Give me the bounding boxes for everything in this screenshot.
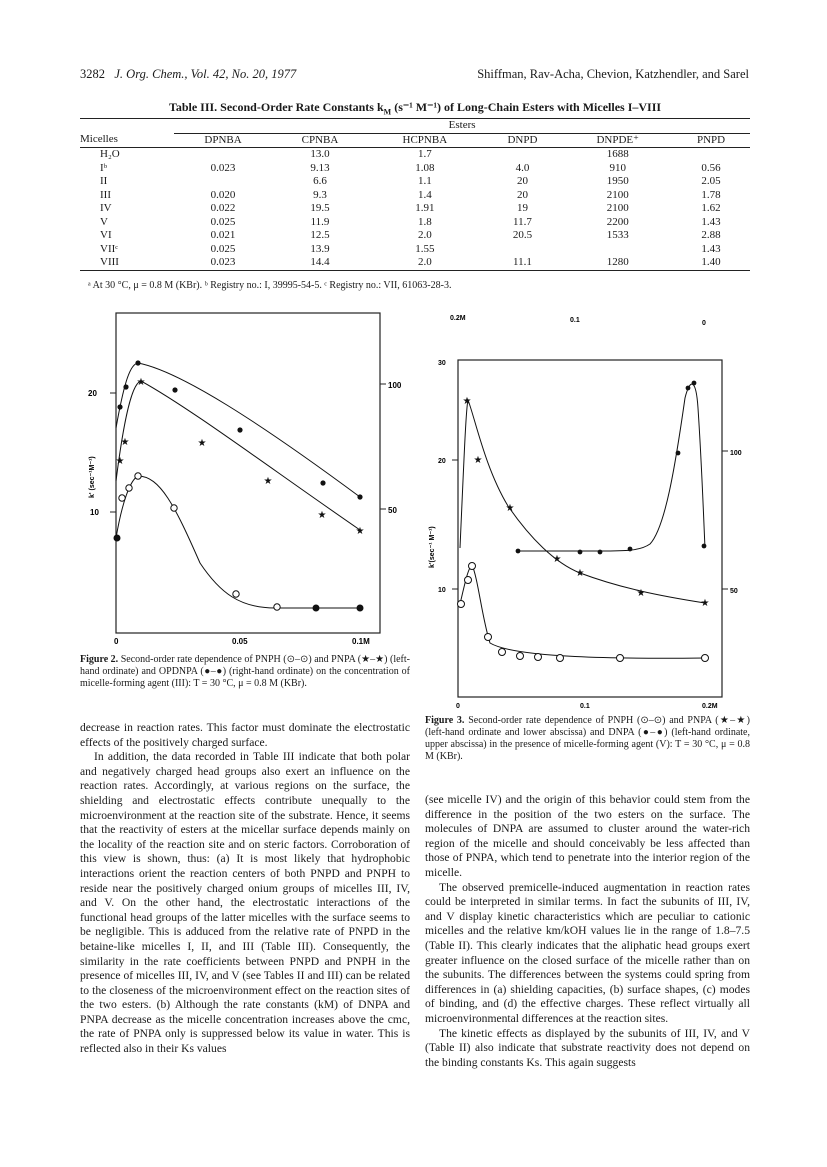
table-cell: 0.022	[210, 202, 236, 214]
data-point	[135, 473, 141, 479]
table-cell: 14.4	[272, 256, 368, 270]
data-point: ★	[505, 503, 515, 514]
table-cell: 2100	[606, 188, 629, 201]
table-cell	[482, 148, 564, 162]
data-point: ★	[355, 526, 365, 537]
column-header: DNPDE⁺	[563, 133, 672, 148]
rate-constants-table	[80, 118, 750, 271]
table-header-esters	[80, 119, 750, 134]
paragraph: decrease in reaction rates. This factor must dominate the electrostatic effects of the positively charged surface.	[80, 721, 410, 749]
data-point	[357, 605, 363, 611]
data-point	[702, 544, 707, 549]
running-header-authors: Shiffman, Rav-Acha, Chevion, Katzhendler, and Sarel	[477, 67, 749, 81]
data-point	[499, 649, 506, 656]
row-label: H₂O	[100, 148, 120, 160]
row-label: VI	[100, 229, 112, 241]
table-body	[80, 148, 750, 271]
x-tick-label: 0.05	[232, 637, 248, 646]
table-cell: 2100	[606, 202, 629, 214]
right-tick-label: 100	[730, 450, 742, 457]
table-cell: 11.1	[482, 256, 564, 270]
table-cell: 11.9	[310, 215, 330, 228]
table-cell: 9.3	[313, 188, 327, 201]
data-point: ★	[462, 396, 472, 407]
table-title: Table III. Second-Order Rate Constants $k_M$ (s⁻¹ M⁻¹) of Long-Chain Esters with Micelles I–VIII	[168, 100, 662, 117]
right-tick-label: 100	[388, 381, 402, 390]
data-point: ★	[636, 588, 646, 599]
table-cell: 20	[516, 188, 528, 201]
data-point	[126, 485, 132, 491]
data-point	[274, 604, 280, 610]
markers-pnpa	[116, 377, 365, 537]
data-point	[320, 480, 325, 485]
table-row	[80, 189, 750, 203]
page-number: 3282	[80, 67, 105, 81]
table-cell: 13.9	[310, 242, 330, 255]
table-cell: 0.025	[210, 242, 236, 255]
table-cell: 11.7	[513, 215, 532, 228]
plot-frame	[116, 313, 380, 633]
top-tick-label: 0	[702, 320, 706, 327]
x-tick-label: 0.2M	[702, 703, 718, 710]
column-header: DPNBA	[174, 133, 272, 148]
table-cell: 1.62	[701, 202, 721, 214]
markers-dnpa	[516, 381, 707, 555]
figure-3	[420, 308, 750, 713]
figure-2	[80, 308, 410, 655]
row-label: V	[100, 215, 108, 228]
paragraph: The observed premicelle-induced augmentation in reaction rates could be interpreted in similar terms. In fact the subunits of III, IV, and V display kinetic characteristics which are peculiar to cationic micelles and the relative km/kOH values lie in the range of 1.8–7.5 (Table II). This clearly indicates that the aliphatic head groups exert greater influence on the closed surface of the micelle rather than on the subunits. The differences between the systems could spring from differences in (a) shielding capacities, (b) surface shapes, (c) modes of binding, and (d) the effective charges. These reflect virtually all microenvironmental differences at the reaction sites.	[425, 880, 750, 1025]
data-point	[123, 384, 128, 389]
data-point: ★	[120, 437, 130, 448]
data-point	[557, 655, 564, 662]
data-point	[692, 381, 697, 386]
table-cell: 2.0	[417, 229, 432, 241]
table-cell: 20.5	[512, 229, 533, 241]
y-tick-label: 20	[438, 458, 446, 465]
table-row	[80, 229, 750, 243]
table-cell: 0.025	[210, 215, 236, 228]
y-tick-label: 10	[438, 587, 446, 594]
table-cell: 4.0	[515, 161, 530, 174]
row-label: IV	[100, 202, 112, 214]
column-header: PNPD	[672, 133, 750, 148]
data-point: ★	[552, 554, 562, 565]
table-cell: 0.023	[174, 256, 272, 270]
table-cell: 0.56	[701, 161, 721, 174]
table-cell: 6.6	[313, 175, 327, 187]
row-label: Iᵇ	[100, 161, 108, 174]
data-point	[686, 386, 691, 391]
table-cell	[482, 243, 564, 257]
curve-dnpa	[518, 384, 705, 551]
data-point	[357, 494, 362, 499]
table-cell: 0.021	[210, 229, 236, 241]
table-cell: 0.020	[210, 188, 236, 201]
esters-label: Esters	[174, 119, 750, 134]
row-label: III	[100, 188, 111, 201]
y-axis-label: k'(sec⁻¹ M⁻¹)	[429, 526, 436, 568]
data-point	[465, 577, 472, 584]
curve-pnph	[116, 476, 360, 608]
table-cell: 2.0	[368, 256, 481, 270]
body-column-right	[425, 793, 750, 1070]
data-point	[313, 605, 319, 611]
table-cell: 1950	[606, 175, 629, 187]
table-row	[80, 243, 750, 257]
table-cell: 1.55	[415, 242, 435, 255]
column-header: HCPNBA	[368, 133, 481, 148]
data-point	[135, 360, 140, 365]
data-point	[517, 653, 524, 660]
table-cell: 1688	[606, 148, 629, 160]
data-point	[119, 495, 125, 501]
table-cell: 1.8	[417, 215, 432, 228]
data-point: ★	[317, 510, 327, 521]
figure-2-plot	[80, 308, 410, 655]
right-tick-label: 50	[388, 506, 397, 515]
data-point	[598, 550, 603, 555]
column-header: CPNBA	[272, 133, 368, 148]
data-point	[117, 404, 122, 409]
table-row	[80, 148, 750, 162]
table-cell: 2200	[606, 215, 629, 228]
table-cell: 1280	[563, 256, 672, 270]
data-point	[628, 547, 633, 552]
table-cell: 2.88	[701, 229, 721, 241]
data-point: ★	[700, 598, 710, 609]
table-cell: 1533	[606, 229, 629, 241]
table-cell: 1.4	[417, 188, 432, 201]
x-tick-label: 0.1M	[352, 637, 370, 646]
data-point: ★	[136, 377, 146, 388]
body-column-left	[80, 721, 410, 1057]
table-cell: 1.08	[415, 161, 435, 174]
journal-citation: J. Org. Chem., Vol. 42, No. 20, 1977	[114, 67, 297, 81]
table-cell: 910	[609, 161, 626, 174]
table-cell	[672, 148, 750, 162]
data-point: ★	[575, 568, 585, 579]
data-point: ★	[115, 456, 125, 467]
paragraph: The kinetic effects as displayed by the subunits of III, IV, and V (Table II) also indicate that substrate reactivity does not depend on the binding constants Ks. This again suggests	[425, 1026, 750, 1069]
y-tick-label: 20	[88, 389, 97, 398]
y-tick-label: 30	[438, 360, 446, 367]
table-row	[80, 256, 750, 270]
table-cell: 1.43	[701, 242, 721, 255]
table-cell: 1.1	[417, 175, 432, 187]
data-point	[676, 451, 681, 456]
table-row	[80, 202, 750, 216]
data-point	[114, 535, 120, 541]
table-row	[80, 216, 750, 230]
x-tick-label: 0.1	[580, 703, 590, 710]
table-cell	[174, 175, 272, 189]
data-point: ★	[197, 438, 207, 449]
row-label: II	[100, 175, 108, 187]
y-tick-label: 10	[90, 508, 99, 517]
x-tick-label: 0	[114, 637, 119, 646]
table-cell: 19.5	[310, 202, 330, 214]
table-cell: 1.7	[417, 148, 432, 160]
table-cell: 1.40	[672, 256, 750, 270]
y-axis-label: k' (sec⁻¹M⁻¹)	[89, 456, 96, 498]
data-point: ★	[473, 455, 483, 466]
data-point	[617, 655, 624, 662]
table-cell	[563, 243, 672, 257]
paragraph: (see micelle IV) and the origin of this behavior could stem from the difference in the position of the two esters on the surface. The molecules of DNPA are assumed to cluster around the water-rich region of the micelle and should conceivably be less affected than those of PNPA, which tend to penetrate into the interior region of the micelle.	[425, 793, 750, 879]
figure-3-plot	[420, 308, 750, 713]
row-label: VIIᶜ	[100, 242, 119, 255]
running-header-left	[80, 67, 296, 82]
figure-3-caption: Figure 3. Second-order rate dependence of PNPH (⊙–⊙) and PNPA (★–★) (left-hand ordinate and lower abscissa) and DNPA (●–●) (left-hand ordinate, upper abscissa) in the presence of micelle-forming agent (V): T = 30 °C, μ = 0.8 M (KBr).	[425, 715, 750, 762]
table-footnote: ᵃ At 30 °C, μ = 0.8 M (KBr). ᵇ Registry no.: I, 39995-54-5. ᶜ Registry no.: VII, 61063-28-3.	[88, 280, 452, 291]
data-point	[578, 550, 583, 555]
data-point	[458, 601, 465, 608]
data-point	[535, 654, 542, 661]
data-point: ★	[263, 476, 273, 487]
data-point	[171, 505, 177, 511]
table-cell: 1.78	[701, 188, 721, 201]
data-point	[485, 634, 492, 641]
row-label: VIII	[80, 256, 174, 270]
table-row	[80, 175, 750, 189]
column-header: Micelles	[80, 133, 174, 148]
table-cell: 12.5	[310, 229, 330, 241]
table-cell: 0.023	[210, 161, 236, 174]
x-tick-label: 0	[456, 703, 460, 710]
data-point	[233, 591, 239, 597]
table-cell: 2.05	[701, 175, 721, 187]
top-tick-label: 0.1	[570, 317, 580, 324]
paragraph: In addition, the data recorded in Table III indicate that both polar and negatively charged head groups also exert an influence on the reaction rates. Accordingly, at various regions on the surface, the shielding and electrostatic effects contribute unequally to the microenvironment at the reaction site of the substrate. Hence, it seems that the reactivity of esters at the micellar surface depends mainly on the locality of the reaction site and on steric factors. Corroboration of this view is shown, thus: (a) It is most likely that hydrophobic interactions orient the reaction centers of both PNPD and PNPH to reside near the positively charged onium groups of micelles III, IV, and V. On the other hand, the electrostatic interactions of the functional head groups of the latter micelles with the surface seems to be negligible. This is adduced from the relative rate of PNPD in the betaine-like micelles I, II, and III (Table III). Consequently, the similarity in the rate coefficients between PNPD and PNPH in the presence of micelles III, IV, and V (see Tables II and III) can be related to the closeness of the microenvironment effect on the reaction sites of the two esters. (b) Although the rate constants (kM) of DNPA and PNPA decrease as the micelle concentration increases above the cmc, the rate of PNPA only is suppressed below its value in water. This is reflected also in their Ks values	[80, 750, 410, 1056]
table-row	[80, 162, 750, 176]
column-header: DNPD	[482, 133, 564, 148]
table-cell: 9.13	[310, 161, 330, 174]
data-point	[172, 387, 177, 392]
table-cell: 1.43	[701, 215, 721, 228]
curve-pnpa	[116, 381, 360, 530]
table-cell: 19	[516, 202, 528, 214]
data-point	[237, 427, 242, 432]
markers-pnpa	[463, 396, 710, 609]
figure-2-caption: Figure 2. Second-order rate dependence of PNPH (⊙–⊙) and PNPA (★–★) (left-hand ordinate) and OPDNPA (●–●) (right-hand ordinate) on the concentration of micelle-forming agent (III): T = 30 °C, μ = 0.8 M (KBr).	[80, 654, 410, 689]
data-point	[469, 563, 476, 570]
table-cell: 20	[516, 175, 528, 187]
markers-pnph	[114, 473, 363, 611]
table-cell: 1.91	[415, 202, 435, 214]
top-tick-label: 0.2M	[450, 315, 466, 322]
table-cell	[174, 148, 272, 162]
data-point	[516, 549, 521, 554]
right-tick-label: 50	[730, 588, 738, 595]
table-column-headers	[80, 133, 750, 148]
data-point	[702, 655, 709, 662]
table-cell: 13.0	[310, 148, 330, 160]
markers-opdnpa	[117, 360, 362, 499]
